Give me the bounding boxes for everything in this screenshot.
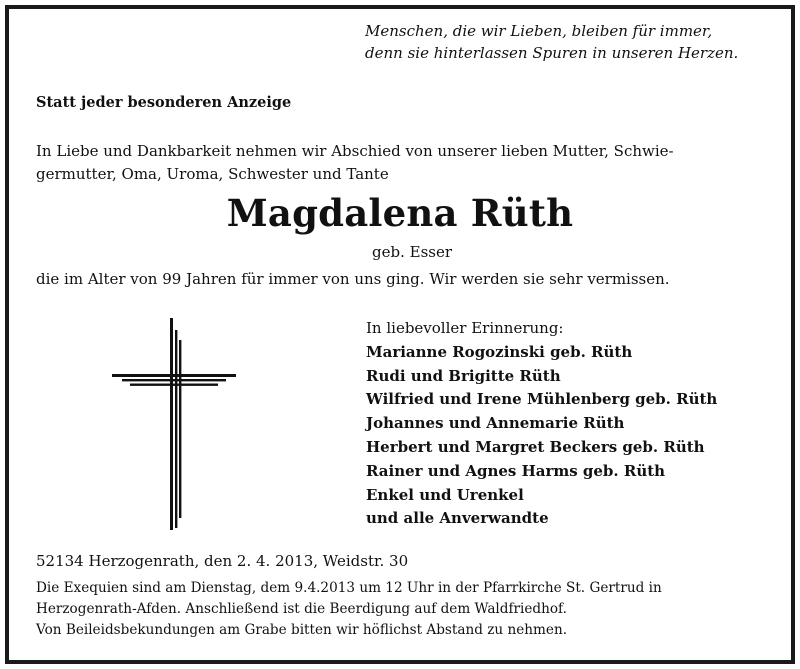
- announcement-header: Statt jeder besonderen Anzeige: [36, 94, 292, 111]
- place-and-date: 52134 Herzogenrath, den 2. 4. 2013, Weidstr. 30: [36, 552, 409, 570]
- details-line-2: Herzogenrath-Afden. Anschließend ist die Beerdigung auf dem Waldfriedhof.: [36, 601, 567, 617]
- maiden-name: geb. Esser: [372, 243, 453, 261]
- mourner-name: Wilfried und Irene Mühlenberg geb. Rüth: [366, 390, 718, 409]
- deceased-name: Magdalena Rüth: [226, 191, 574, 235]
- mourner-name: Enkel und Urenkel: [366, 485, 524, 504]
- funeral-details: [36, 578, 766, 641]
- mourner-name: Johannes und Annemarie Rüth: [366, 414, 625, 433]
- mourners-lead: In liebevoller Erinnerung:: [366, 319, 564, 337]
- intro-line-1: In Liebe und Dankbarkeit nehmen wir Abschied von unserer lieben Mutter, Schwie-: [36, 142, 674, 160]
- mourner-name: Herbert und Margret Beckers geb. Rüth: [366, 437, 705, 456]
- mourners-list: [366, 317, 786, 531]
- age-statement: die im Alter von 99 Jahren für immer von uns ging. Wir werden sie sehr vermissen.: [36, 270, 670, 288]
- intro-line-2: germutter, Oma, Uroma, Schwester und Tante: [36, 165, 389, 183]
- quote-line-1: Menschen, die wir Lieben, bleiben für immer,: [365, 22, 713, 40]
- mourner-name: Rudi und Brigitte Rüth: [366, 366, 561, 385]
- details-line-1: Die Exequien sind am Dienstag, dem 9.4.2013 um 12 Uhr in der Pfarrkirche St. Gertrud in: [36, 580, 662, 596]
- mourner-name: Rainer und Agnes Harms geb. Rüth: [366, 461, 666, 480]
- cross-icon: [112, 318, 236, 530]
- mourner-name: und alle Anverwandte: [366, 509, 549, 528]
- memorial-quote: [365, 20, 765, 64]
- quote-line-2: denn sie hinterlassen Spuren in unseren Herzen.: [365, 44, 739, 62]
- details-line-3: Von Beileidsbekundungen am Grabe bitten wir höflichst Abstand zu nehmen.: [36, 622, 568, 638]
- mourner-name: Marianne Rogozinski geb. Rüth: [366, 342, 633, 361]
- intro-text: [36, 140, 766, 186]
